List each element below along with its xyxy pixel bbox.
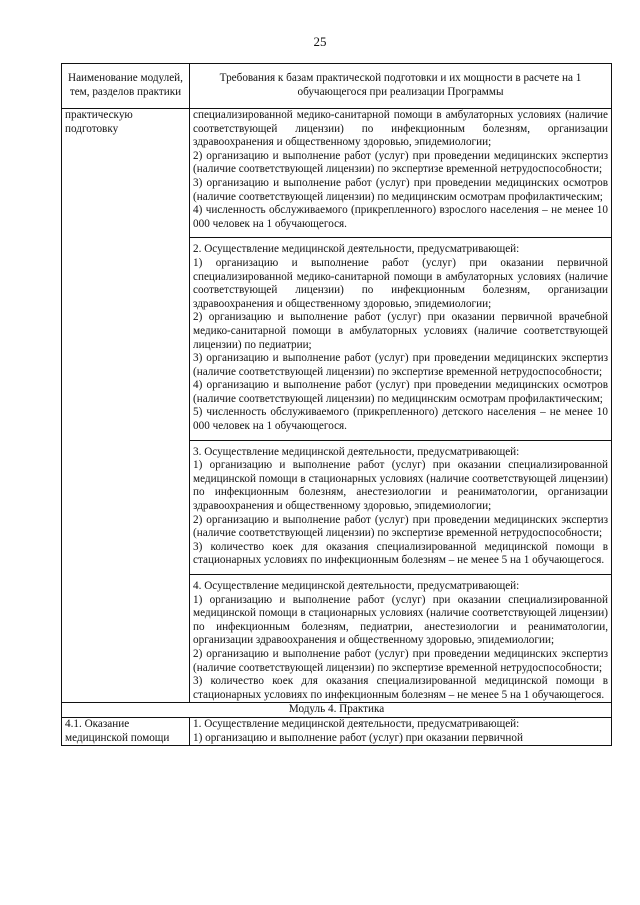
table-header-row bbox=[62, 64, 612, 109]
table-row bbox=[62, 717, 612, 745]
row-left-cell: 4.1. Оказание медицинской помощи bbox=[62, 717, 190, 745]
block-line: специализированной медико-санитарной помощи в амбулаторных условиях (наличие соответствующей лицензии) по инфекционным болезням, организации здравоохранения и общественному здоровью, эпидемиологии; bbox=[193, 109, 608, 149]
block-line: 1) организацию и выполнение работ (услуг) при оказании первичной bbox=[193, 731, 523, 744]
block-line: 4. Осуществление медицинской деятельности, предусматривающей: bbox=[193, 580, 520, 592]
row-left-cell: практическую подготовку bbox=[62, 109, 190, 703]
block-line: 2) организацию и выполнение работ (услуг) при проведении медицинских экспертиз (наличие соответствующей лицензии) по экспертизе временной нетрудоспособности; bbox=[193, 647, 608, 674]
block-line: 1) организацию и выполнение работ (услуг) при оказании первичной специализированной медико-санитарной помощи в амбулаторных условиях (наличие соответствующей лицензии) по инфекционным болезням, организации здравоохранения и общественному здоровью, эпидемиологии; bbox=[193, 256, 608, 310]
block-line: 5) численность обслуживаемого (прикрепленного) детского населения – не менее 10 000 человек на 1 обучающегося. bbox=[193, 406, 608, 433]
block-line: 2) организацию и выполнение работ (услуг) при оказании первичной врачебной медико-санитарной помощи в амбулаторных условиях (наличие соответствующей лицензии) по педиатрии; bbox=[193, 311, 608, 351]
header-requirements: Требования к базам практической подготовки и их мощности в расчете на 1 обучающегося при реализации Программы bbox=[190, 64, 612, 109]
block-line: 3) организацию и выполнение работ (услуг) при проведении медицинских осмотров (наличие соответствующей лицензии) по медицинским осмотрам профилактическим; bbox=[193, 176, 608, 203]
block-line: 2. Осуществление медицинской деятельности, предусматривающей: bbox=[193, 243, 520, 256]
module-row bbox=[62, 703, 612, 718]
block-line: 2) организацию и выполнение работ (услуг) при проведении медицинских экспертиз (наличие соответствующей лицензии) по экспертизе временной нетрудоспособности; bbox=[193, 513, 608, 540]
requirements-block-1 bbox=[193, 109, 608, 231]
block-line: 3) организацию и выполнение работ (услуг) при проведении медицинских экспертиз (наличие соответствующей лицензии) по экспертизе временной нетрудоспособности; bbox=[193, 352, 608, 378]
block-line: 3) количество коек для оказания специализированной медицинской помощи в стационарных условиях по инфекционным болезням – не менее 5 на 1 обучающегося. bbox=[193, 675, 608, 701]
block-line: 4) организацию и выполнение работ (услуг) при проведении медицинских осмотров (наличие соответствующей лицензии) по медицинским осмотрам профилактическим; bbox=[193, 379, 608, 405]
table-row bbox=[62, 109, 612, 703]
requirements-block-5 bbox=[193, 718, 608, 745]
requirements-block-2 bbox=[190, 237, 611, 433]
block-line: 1) организацию и выполнение работ (услуг) при оказании специализированной медицинской помощи в стационарных условиях (наличие соответствующей лицензии) по инфекционным болезням, педиатрии, анестезиологии и реаниматологии, организации здравоохранения и общественному здоровью, эпидемиологии; bbox=[193, 593, 608, 647]
block-line: 3. Осуществление медицинской деятельности, предусматривающей: bbox=[193, 445, 520, 458]
header-modules: Наименование модулей, тем, разделов практики bbox=[62, 64, 190, 109]
block-line: 1. Осуществление медицинской деятельности, предусматривающей: bbox=[193, 717, 520, 730]
block-line: 2) организацию и выполнение работ (услуг) при проведении медицинских экспертиз (наличие соответствующей лицензии) по экспертизе временной нетрудоспособности; bbox=[193, 149, 608, 176]
requirements-block-4 bbox=[190, 574, 611, 702]
module-title: Модуль 4. Практика bbox=[62, 703, 612, 718]
row-right-cell bbox=[190, 109, 612, 703]
requirements-block-3 bbox=[190, 440, 611, 568]
block-line: 3) количество коек для оказания специализированной медицинской помощи в стационарных условиях по инфекционным болезням – не менее 5 на 1 обучающегося. bbox=[193, 540, 608, 567]
page-number: 25 bbox=[313, 34, 327, 49]
requirements-table bbox=[61, 63, 612, 746]
row-right-cell bbox=[190, 717, 612, 745]
block-line: 1) организацию и выполнение работ (услуг) при оказании специализированной медицинской помощи в стационарных условиях (наличие соответствующей лицензии) по инфекционным болезням, анестезиологии и реаниматологии, организации здравоохранения и общественному здоровью, эпидемиологии; bbox=[193, 459, 608, 513]
block-line: 4) численность обслуживаемого (прикрепленного) взрослого населения – не менее 10 000 человек на 1 обучающегося. bbox=[193, 204, 608, 230]
